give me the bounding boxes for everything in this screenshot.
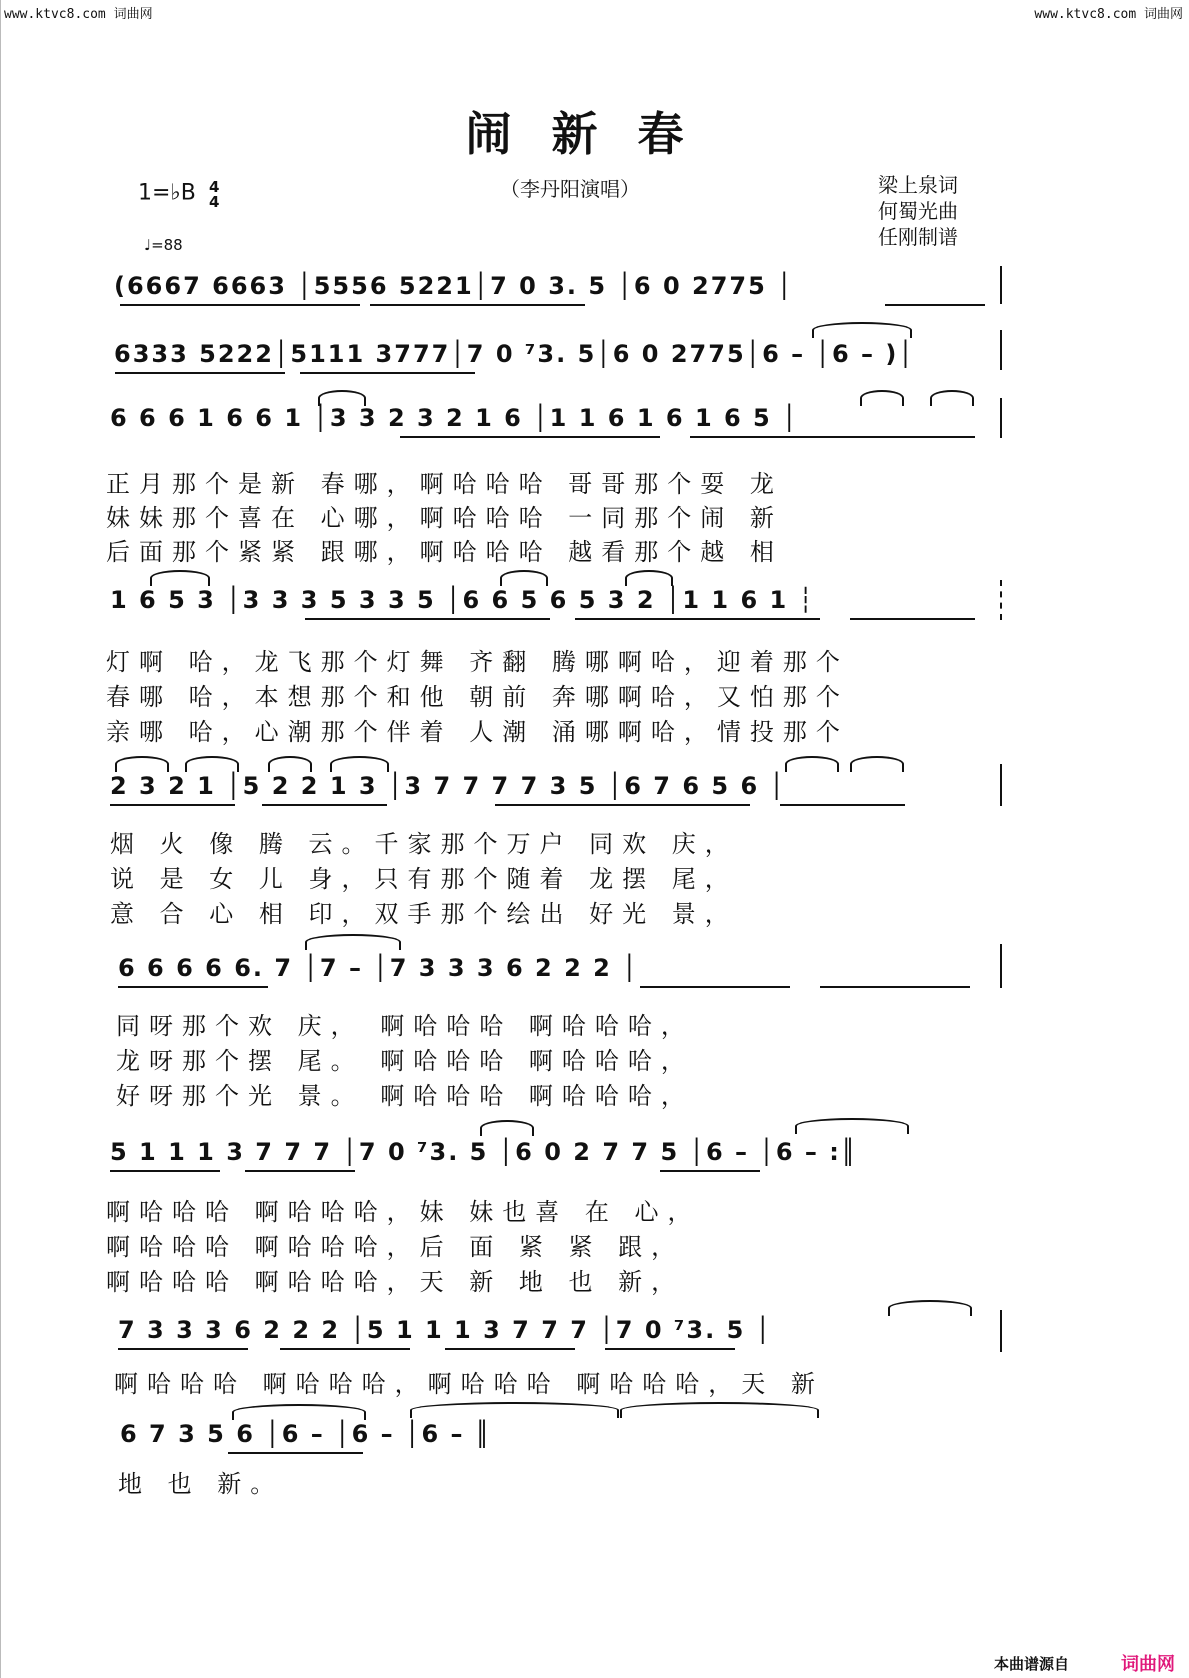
song-title: 闹新春 (465, 107, 724, 161)
underline (305, 618, 550, 620)
underline (110, 1170, 220, 1172)
barline (1000, 266, 1002, 304)
slur (480, 1120, 534, 1136)
source-note: 本曲谱源自 (993, 1655, 1069, 1673)
underline (118, 986, 268, 988)
lyric-line-9: 意 合 心 相 印，双手那个绘出 好光 景， (110, 900, 738, 928)
barline (1000, 1310, 1002, 1352)
slur (115, 756, 169, 772)
lyric-line-3: 后面那个紧紧 跟哪，啊哈哈哈 越看那个越 相 (106, 538, 783, 566)
underline (605, 1348, 735, 1350)
slur (888, 1300, 972, 1316)
lyric-line-1: 正月那个是新 春哪，啊哈哈哈 哥哥那个耍 龙 (106, 470, 783, 498)
slur (150, 570, 210, 586)
arranger: 任刚制谱 (878, 225, 958, 249)
key-label: 1=♭B (138, 180, 196, 206)
lyric-line-14: 啊哈哈哈 啊哈哈哈，后 面 紧 紧 跟， (106, 1233, 685, 1261)
slur (850, 756, 904, 772)
underline (495, 804, 750, 806)
lyric-line-12: 好呀那个光 景。 啊哈哈哈 啊哈哈哈， (116, 1082, 694, 1110)
lyric-line-2: 妹妹那个喜在 心哪，啊哈哈哈 一同那个闹 新 (106, 504, 783, 532)
lyricist: 梁上泉词 (878, 173, 958, 197)
slur (185, 756, 239, 772)
underline (850, 618, 975, 620)
slur (318, 390, 366, 406)
notation-line-2: 6333 5222│5111 3777│7 0 ⁷3. 5│6 0 2775│6 – │6 – )│ (114, 340, 915, 368)
tie (410, 1402, 619, 1418)
notation-line-9: 6 7 3 5 6 │6 – │6 – │6 – ║ (120, 1420, 492, 1448)
lyric-line-4: 灯啊 哈，龙飞那个灯舞 齐翻 腾哪啊哈，迎着那个 (106, 648, 849, 676)
underline (690, 436, 975, 438)
underline (370, 304, 585, 306)
underline (115, 372, 285, 374)
slur (930, 390, 974, 406)
underline (660, 1170, 760, 1172)
underline (820, 986, 970, 988)
lyric-line-16: 啊哈哈哈 啊哈哈哈，啊哈哈哈 啊哈哈哈，天 新 (114, 1370, 824, 1398)
site-watermark-left: www.ktvc8.com 词曲网 (4, 7, 153, 22)
underline (780, 804, 905, 806)
notation-line-7: 5 1 1 1 3 7 7 7 │7 0 ⁷3. 5 │6 0 2 7 7 5 │6 – │6 – :║ (110, 1138, 858, 1166)
slur (330, 756, 389, 772)
site-logo: 词曲网 (1121, 1654, 1175, 1675)
site-watermark-right: www.ktvc8.com 词曲网 (1034, 7, 1183, 22)
tempo-marking: ♩=88 (144, 236, 183, 254)
barline (1000, 330, 1002, 370)
notation-line-6: 6 6 6 6 6. 7 │7 – │7 3 3 3 6 2 2 2 │ (118, 954, 639, 982)
tie (620, 1402, 819, 1418)
slur (625, 570, 673, 586)
time-numerator: 4 (209, 178, 220, 196)
underline (445, 1348, 575, 1350)
underline (885, 304, 985, 306)
composer: 何蜀光曲 (878, 199, 958, 223)
notation-line-5: 2 3 2 1 │5 2 2 1 3 │3 7 7 7 7 3 5 │6 7 6 5 6 │ (110, 772, 786, 800)
notation-line-4: 1 6 5 3 │3 3 3 5 3 3 5 │6 6 5 6 5 3 2 │1 1 6 1 ┆ (110, 586, 815, 614)
underline (120, 304, 360, 306)
lyric-line-6: 亲哪 哈，心潮那个伴着 人潮 涌哪啊哈，情投那个 (106, 718, 849, 746)
underline (262, 804, 387, 806)
dashed-barline (1000, 580, 1002, 620)
underline (280, 1348, 410, 1350)
performer: （李丹阳演唱） (500, 177, 640, 201)
slur (860, 390, 904, 406)
underline (228, 1452, 363, 1454)
lyric-line-11: 龙呀那个摆 尾。 啊哈哈哈 啊哈哈哈， (116, 1047, 694, 1075)
lyric-line-10: 同呀那个欢 庆， 啊哈哈哈 啊哈哈哈， (116, 1012, 694, 1040)
barline (1000, 764, 1002, 806)
lyric-line-17: 地 也 新。 (118, 1470, 284, 1498)
lyric-line-13: 啊哈哈哈 啊哈哈哈，妹 妹也喜 在 心， (106, 1198, 701, 1226)
lyric-line-5: 春哪 哈，本想那个和他 朝前 奔哪啊哈，又怕那个 (106, 683, 849, 711)
barline (1000, 944, 1002, 988)
underline (400, 436, 660, 438)
slur (268, 756, 312, 772)
underline (640, 986, 790, 988)
underline (118, 1348, 248, 1350)
time-signature (209, 180, 219, 210)
time-denominator: 4 (209, 193, 220, 211)
lyric-line-15: 啊哈哈哈 啊哈哈哈，天 新 地 也 新， (106, 1268, 685, 1296)
slur (500, 570, 548, 586)
slur (232, 1404, 366, 1420)
notation-line-3: 6 6 6 1 6 6 1 │3 3 2 3 2 1 6 │1 1 6 1 6 1 6 5 │ (110, 404, 799, 432)
barline (1000, 398, 1002, 438)
underline (300, 372, 475, 374)
tie (795, 1118, 909, 1134)
underline (245, 1170, 355, 1172)
lyric-line-7: 烟 火 像 腾 云。千家那个万户 同欢 庆， (110, 830, 738, 858)
tie (812, 322, 912, 338)
notation-line-8: 7 3 3 3 6 2 2 2 │5 1 1 1 3 7 7 7 │7 0 ⁷3. 5 │ (118, 1316, 773, 1344)
underline (575, 618, 820, 620)
lyric-line-8: 说 是 女 儿 身，只有那个随着 龙摆 尾， (110, 865, 738, 893)
slur (305, 934, 401, 950)
key-signature (138, 180, 219, 210)
notation-line-1: (6667 6663 │5556 5221│7 0 3. 5 │6 0 2775 │ (114, 272, 794, 300)
slur (785, 756, 839, 772)
underline (110, 804, 235, 806)
